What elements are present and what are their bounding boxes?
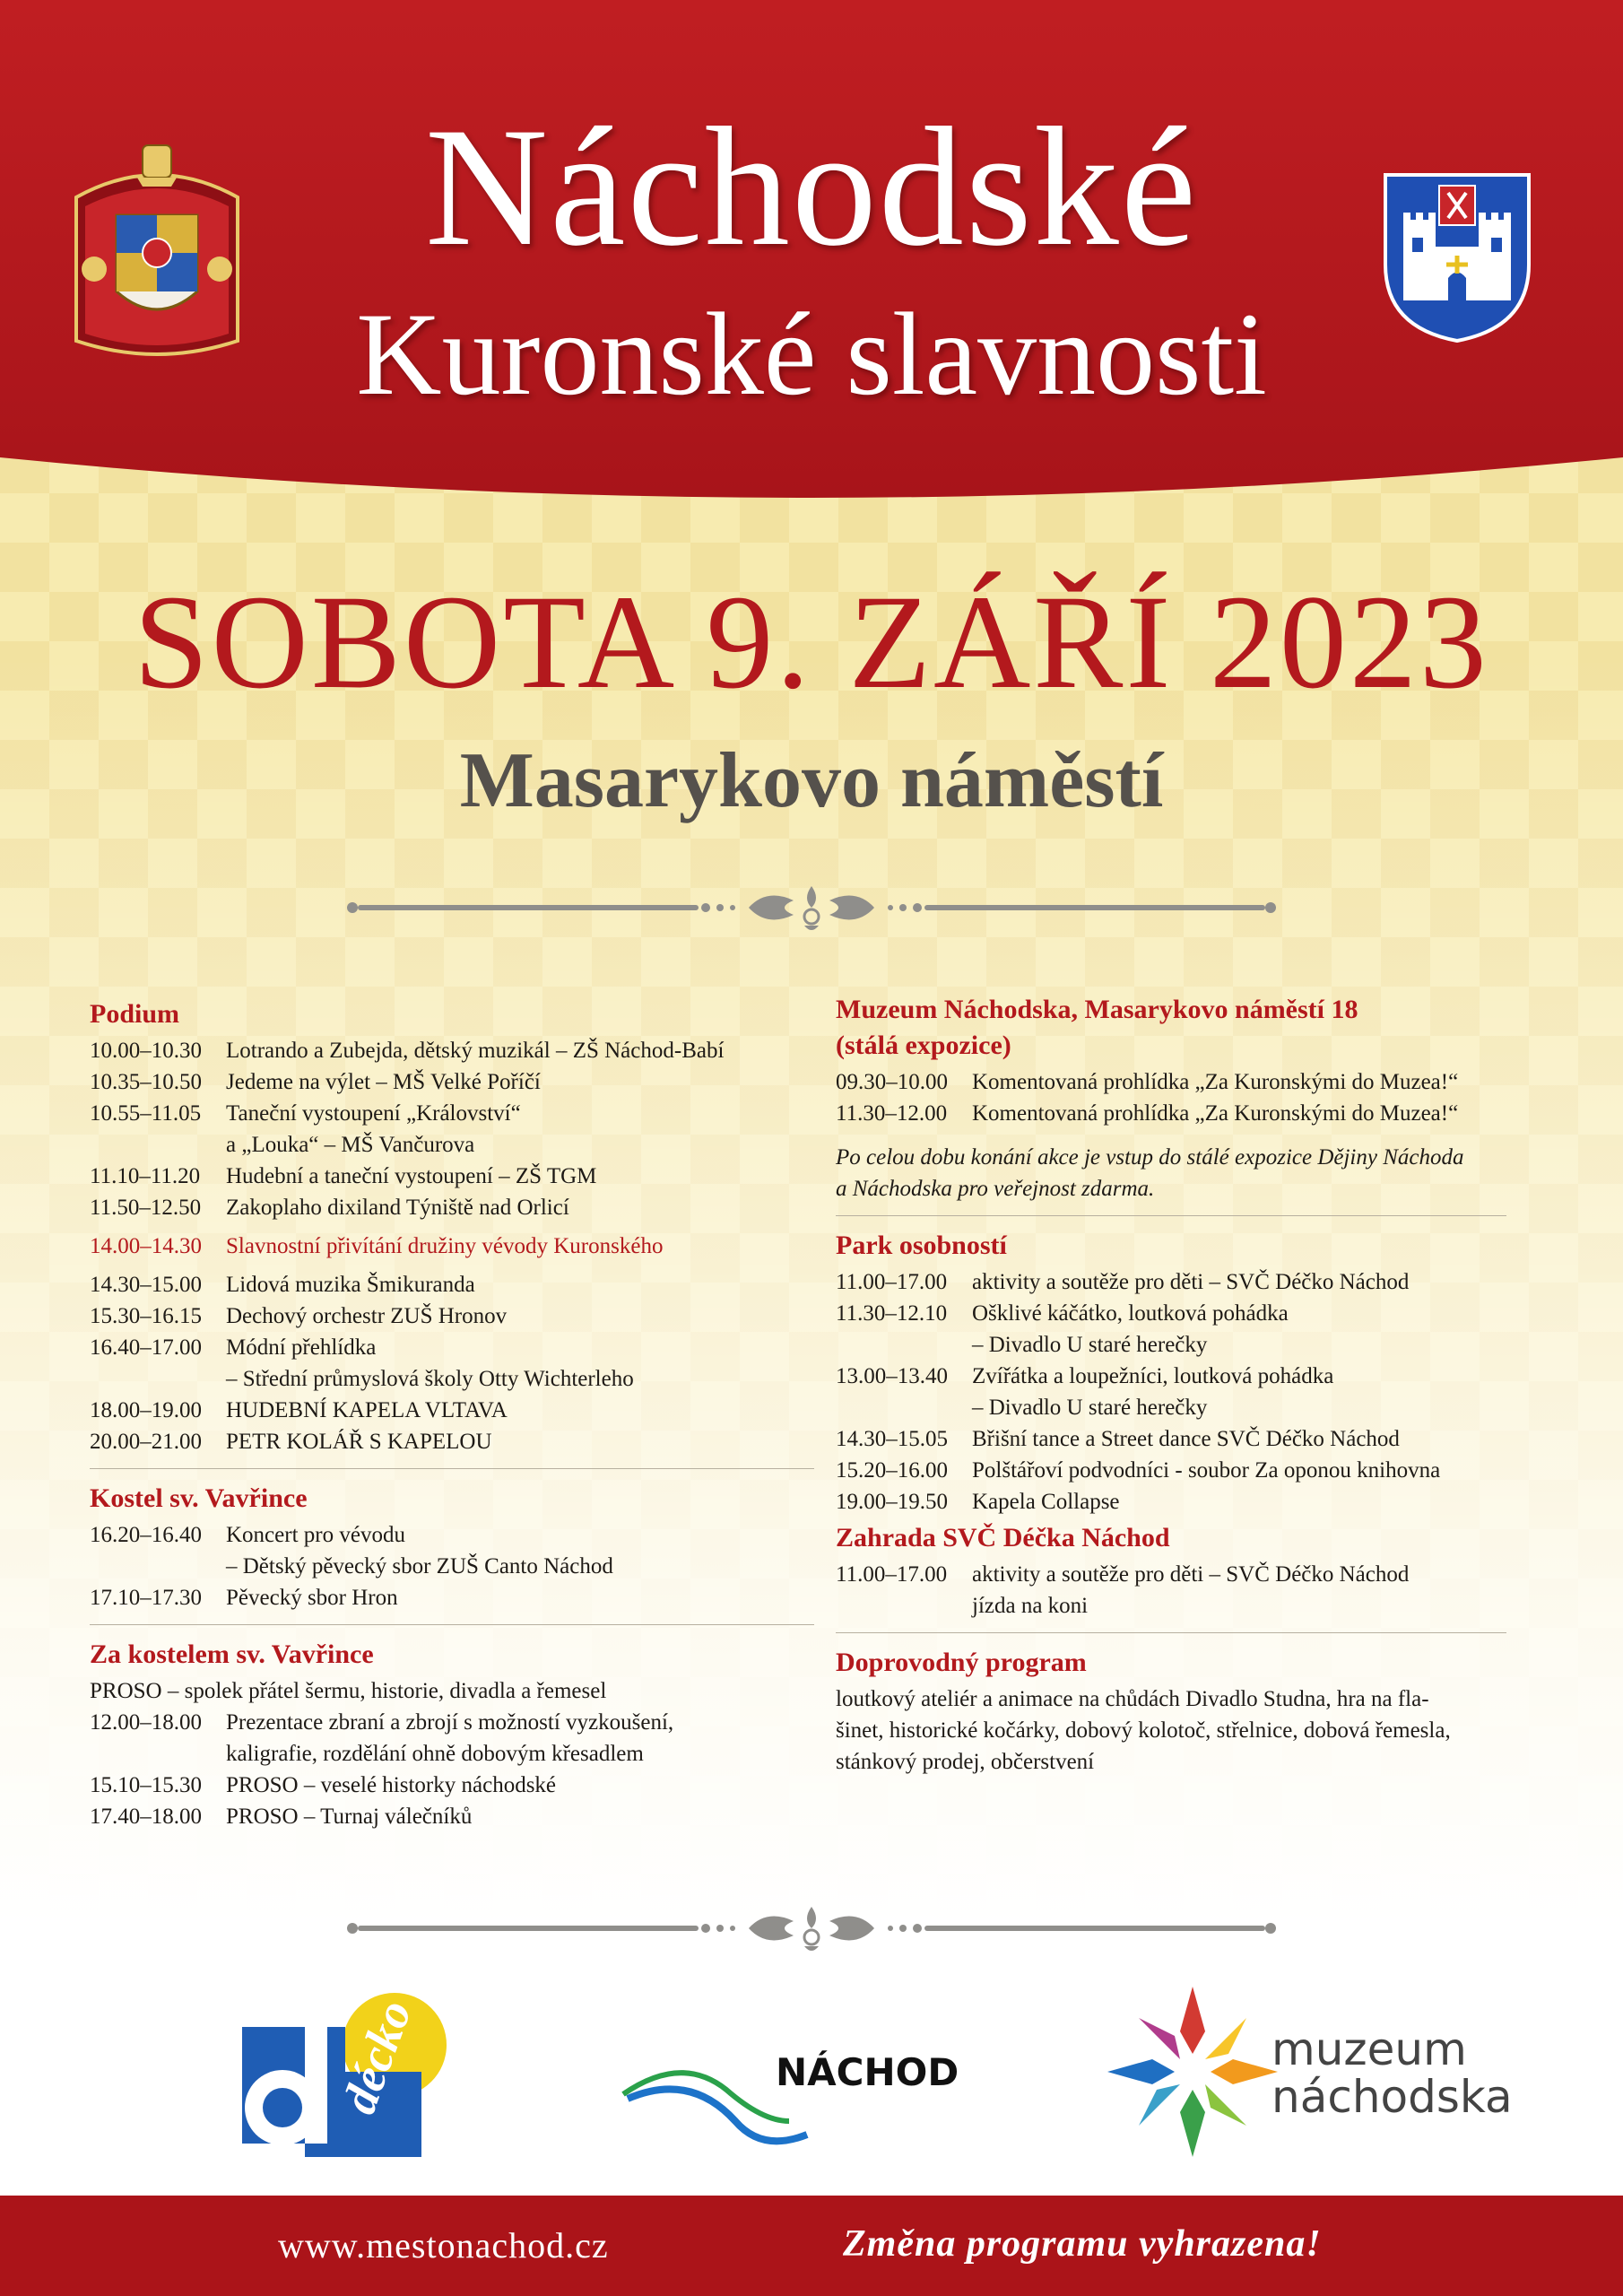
program-row [836, 1361, 1571, 1392]
desc: PETR KOLÁŘ S KAPELOU [226, 1430, 492, 1454]
desc: HUDEBNÍ KAPELA VLTAVA [226, 1398, 508, 1422]
desc: Břišní tance a Street dance SVČ Déčko Náchod [972, 1427, 1400, 1451]
time: 13.00–13.40 [836, 1364, 948, 1388]
time: 11.30–12.00 [836, 1101, 948, 1126]
desc: Lidová muzika Šmikuranda [226, 1273, 475, 1297]
time: 19.00–19.50 [836, 1490, 948, 1514]
program-row [90, 1332, 861, 1363]
program-row-continuation: – Střední průmyslová školy Otty Wichterleho [226, 1367, 634, 1391]
time: 16.40–17.00 [90, 1335, 202, 1360]
time: 15.30–16.15 [90, 1304, 202, 1328]
program-row [90, 1801, 861, 1832]
museum-note: Po celou dobu konání akce je vstup do stálé expozice Dějiny Náchoda [836, 1145, 1464, 1170]
program-row [90, 1161, 861, 1192]
time: 18.00–19.00 [90, 1398, 202, 1422]
section-title-podium: Podium [90, 999, 180, 1029]
program-row [836, 1486, 1571, 1518]
section-title-park: Park osobností [836, 1231, 1007, 1260]
time: 09.30–10.00 [836, 1070, 948, 1094]
time: 10.35–10.50 [90, 1070, 202, 1094]
desc: Ošklivé káčátko, loutková pohádka [972, 1301, 1289, 1326]
desc: Zvířátka a loupežníci, loutková pohádka [972, 1364, 1334, 1388]
section-divider [836, 1215, 1506, 1216]
program-row [90, 1192, 861, 1223]
time: 11.00–17.00 [836, 1562, 948, 1587]
program-row-continuation: jízda na koni [972, 1594, 1089, 1618]
desc: Taneční vystoupení „Království“ [226, 1101, 521, 1126]
program-row-continuation: – Dětský pěvecký sbor ZUŠ Canto Náchod [226, 1554, 613, 1578]
desc: Zakoplaho dixiland Týniště nad Orlicí [226, 1196, 569, 1220]
program-row [90, 1035, 861, 1066]
program-row [90, 1395, 861, 1426]
program-change-note: Změna programu vyhrazena! [843, 2223, 1322, 2265]
time: 16.20–16.40 [90, 1523, 202, 1547]
program-row [90, 1098, 861, 1129]
museum-note: a Náchodska pro veřejnost zdarma. [836, 1177, 1155, 1201]
program-row-continuation: – Divadlo U staré herečky [972, 1333, 1208, 1357]
time: 17.40–18.00 [90, 1805, 202, 1829]
program-row [90, 1426, 861, 1457]
section-title-za-kostelem: Za kostelem sv. Vavřince [90, 1639, 374, 1669]
festival-title: Náchodské [424, 93, 1199, 282]
ornamental-divider-icon [345, 1901, 1278, 1955]
svg-text:náchodska: náchodska [1271, 2071, 1513, 2123]
accompanying-program-line: loutkový ateliér a animace na chůdách Divadlo Studna, hra na fla- [836, 1687, 1429, 1711]
desc: Koncert pro vévodu [226, 1523, 405, 1547]
desc: PROSO – veselé historky náchodské [226, 1773, 557, 1797]
program-row [836, 1455, 1571, 1486]
section-divider [90, 1624, 814, 1625]
time: 15.20–16.00 [836, 1458, 948, 1483]
program-row [836, 1266, 1571, 1298]
program-row-continuation: a „Louka“ – MŠ Vančurova [226, 1133, 475, 1157]
desc: PROSO – Turnaj válečníků [226, 1805, 473, 1829]
program-row-continuation: kaligrafie, rozdělání ohně dobovým křesadlem [226, 1742, 644, 1766]
program-row [836, 1098, 1571, 1129]
desc: Prezentace zbraní a zbrojí s možností vyzkoušení, [226, 1710, 674, 1735]
decko-logo [242, 1993, 447, 2157]
section-title-zahrada: Zahrada SVČ Déčka Náchod [836, 1523, 1170, 1552]
program-row [836, 1298, 1571, 1329]
program-row [90, 1300, 861, 1332]
program-row [836, 1559, 1571, 1590]
time: 14.30–15.05 [836, 1427, 948, 1451]
svg-text:muzeum: muzeum [1271, 2023, 1467, 2075]
section-title-doprovodny: Doprovodný program [836, 1648, 1087, 1677]
section-divider [836, 1632, 1506, 1633]
svg-text:décko: décko [331, 1993, 422, 2121]
desc: Kapela Collapse [972, 1490, 1120, 1514]
website-link[interactable]: www.mestonachod.cz [278, 2225, 609, 2266]
desc: Módní přehlídka [226, 1335, 377, 1360]
svg-text:NÁCHOD: NÁCHOD [776, 2050, 959, 2094]
desc: Lotrando a Zubejda, dětský muzikál – ZŠ Náchod-Babí [226, 1039, 725, 1063]
program-row-highlight [90, 1231, 861, 1262]
time: 14.30–15.00 [90, 1273, 202, 1297]
time: 14.00–14.30 [90, 1234, 202, 1258]
accompanying-program-line: šinet, historické kočárky, dobový kolotoč, střelnice, dobová řemesla, [836, 1718, 1451, 1743]
section-title-muzeum-sub: (stálá expozice) [836, 1031, 1011, 1060]
desc: aktivity a soutěže pro děti – SVČ Déčko Náchod [972, 1562, 1410, 1587]
desc: Komentovaná prohlídka „Za Kuronskými do Muzea!“ [972, 1101, 1459, 1126]
time: 17.10–17.30 [90, 1586, 202, 1610]
section-title-kostel: Kostel sv. Vavřince [90, 1483, 308, 1513]
desc: aktivity a soutěže pro děti – SVČ Déčko Náchod [972, 1270, 1410, 1294]
nachod-town-crest-icon [1376, 166, 1538, 345]
program-row [90, 1066, 861, 1098]
time: 11.50–12.50 [90, 1196, 202, 1220]
time: 15.10–15.30 [90, 1773, 202, 1797]
section-divider [90, 1468, 814, 1469]
program-row [836, 1066, 1571, 1098]
program-row [836, 1423, 1571, 1455]
festival-subtitle: Kuronské slavnosti [356, 288, 1267, 420]
program-row [90, 1269, 861, 1300]
desc: Komentovaná prohlídka „Za Kuronskými do Muzea!“ [972, 1070, 1459, 1094]
desc: Jedeme na výlet – MŠ Velké Poříčí [226, 1070, 541, 1094]
time: 20.00–21.00 [90, 1430, 202, 1454]
time: 10.00–10.30 [90, 1039, 202, 1063]
muzeum-nachodska-logo [1107, 1987, 1513, 2157]
desc: Slavnostní přivítání družiny vévody Kuronského [226, 1234, 664, 1258]
program-right-column [836, 991, 1571, 1778]
ducal-coat-of-arms-icon [67, 135, 247, 368]
section-title-muzeum: Muzeum Náchodska, Masarykovo náměstí 18 [836, 995, 1358, 1024]
desc: Pěvecký sbor Hron [226, 1586, 398, 1610]
program-row [90, 1519, 861, 1551]
program-row [90, 1770, 861, 1801]
accompanying-program-line: stánkový prodej, občerstvení [836, 1750, 1095, 1774]
program-row [90, 1582, 861, 1613]
time: 11.30–12.10 [836, 1301, 948, 1326]
desc: Hudební a taneční vystoupení – ZŠ TGM [226, 1164, 597, 1188]
ornamental-divider-icon [345, 881, 1278, 935]
nachod-logo [623, 2049, 959, 2141]
program-left-column [90, 996, 861, 1832]
desc: Polštářoví podvodníci - soubor Za oponou knihovna [972, 1458, 1441, 1483]
event-date: SOBOTA 9. ZÁŘÍ 2023 [134, 568, 1489, 717]
time: 12.00–18.00 [90, 1710, 202, 1735]
footer-bar [0, 2196, 1623, 2296]
program-row [90, 1707, 861, 1738]
time: 11.10–11.20 [90, 1164, 201, 1188]
program-row-continuation: – Divadlo U staré herečky [972, 1396, 1208, 1420]
time: 11.00–17.00 [836, 1270, 948, 1294]
section-intro: PROSO – spolek přátel šermu, historie, divadla a řemesel [90, 1679, 607, 1703]
event-place: Masarykovo náměstí [459, 737, 1164, 824]
sponsor-logos [0, 1964, 1623, 2179]
desc: Dechový orchestr ZUŠ Hronov [226, 1304, 508, 1328]
time: 10.55–11.05 [90, 1101, 202, 1126]
